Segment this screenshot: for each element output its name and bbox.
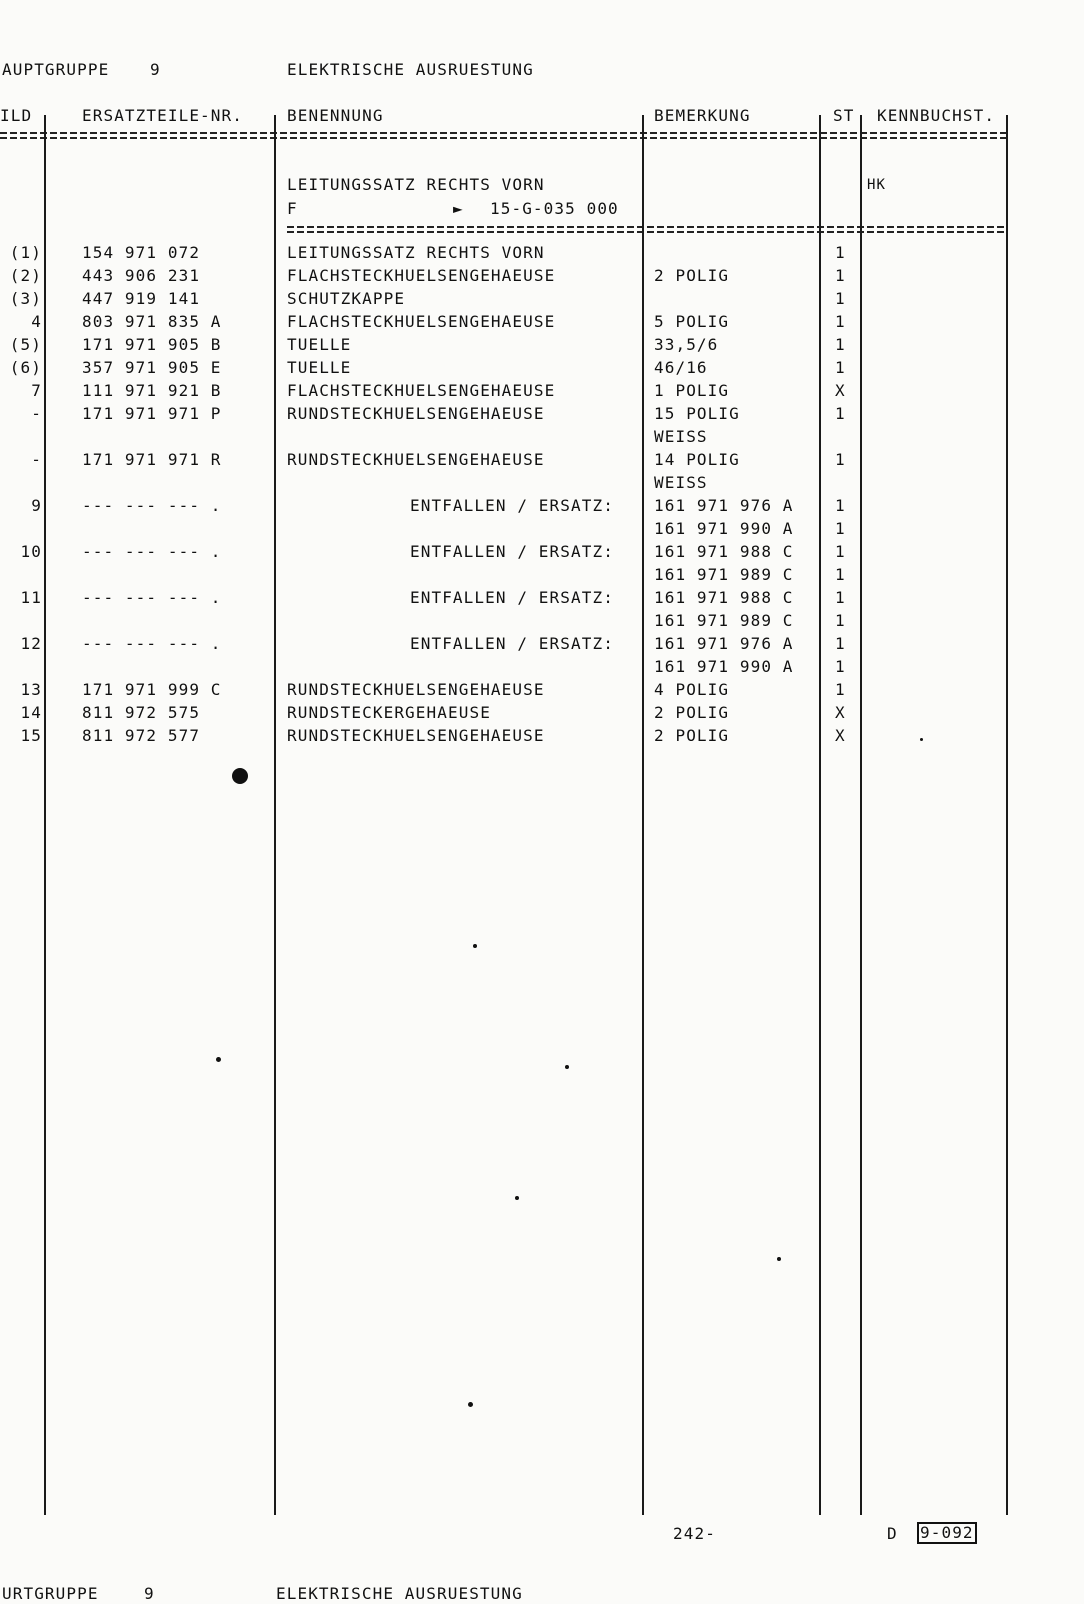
row-part-number: 443 906 231 (82, 266, 201, 285)
row-part-number: 111 971 921 B (82, 381, 222, 400)
row-part-number: 357 971 905 E (82, 358, 222, 377)
group-title: ELEKTRISCHE AUSRUESTUNG (287, 60, 534, 79)
row-part-number: 803 971 835 A (82, 312, 222, 331)
row-name: RUNDSTECKHUELSENGEHAEUSE (287, 726, 545, 745)
row-qty: 1 (835, 404, 846, 423)
col-header-st: ST (833, 106, 855, 125)
row-qty: 1 (835, 450, 846, 469)
header-separator-2 (0, 137, 1008, 139)
scan-speck (515, 1196, 519, 1200)
row-remark: 1 POLIG (654, 381, 730, 400)
group-number: 9 (150, 60, 161, 79)
col-header-bemerkung: BEMERKUNG (654, 106, 751, 125)
row-qty: 1 (835, 266, 846, 285)
row-bild: 7 (31, 381, 42, 400)
row-bild: - (31, 404, 42, 423)
row-remark: 161 971 988 C (654, 542, 794, 561)
row-name: ENTFALLEN / ERSATZ: (410, 634, 614, 653)
row-qty: 1 (835, 542, 846, 561)
scan-speck (565, 1065, 569, 1069)
arrow-icon: ► (453, 199, 464, 218)
row-remark: WEISS (654, 473, 708, 492)
row-qty: 1 (835, 519, 846, 538)
table-row (0, 588, 1000, 610)
scan-speck (473, 944, 477, 948)
row-remark: 5 POLIG (654, 312, 730, 331)
table-row (0, 473, 1000, 495)
row-qty: X (835, 726, 846, 745)
row-remark: 2 POLIG (654, 266, 730, 285)
next-group-number: 9 (144, 1584, 155, 1603)
next-group-label: URTGRUPPE (2, 1584, 99, 1603)
row-qty: 1 (835, 588, 846, 607)
row-part-number: 811 972 575 (82, 703, 201, 722)
row-qty: 1 (835, 358, 846, 377)
page-number: 242- (673, 1524, 716, 1543)
row-qty: 1 (835, 680, 846, 699)
row-remark: 161 971 976 A (654, 634, 794, 653)
row-bild: - (31, 450, 42, 469)
row-name: FLACHSTECKHUELSENGEHAEUSE (287, 266, 556, 285)
row-name: ENTFALLEN / ERSATZ: (410, 588, 614, 607)
row-name: SCHUTZKAPPE (287, 289, 406, 308)
row-qty: 1 (835, 243, 846, 262)
kennbuchst-value: HK (867, 177, 887, 193)
row-remark: 4 POLIG (654, 680, 730, 699)
row-part-number: 171 971 971 R (82, 450, 222, 469)
row-qty: 1 (835, 335, 846, 354)
table-row (0, 726, 1000, 748)
row-bild: 11 (20, 588, 42, 607)
col-header-kennbuchst: KENNBUCHST. (877, 106, 996, 125)
col-header-bild: ILD (0, 106, 33, 125)
column-divider (1006, 115, 1008, 1515)
row-bild: 15 (20, 726, 42, 745)
row-qty: X (835, 703, 846, 722)
scan-speck (232, 768, 248, 784)
next-group-title: ELEKTRISCHE AUSRUESTUNG (276, 1584, 523, 1603)
table-row (0, 450, 1000, 472)
scan-speck (468, 1402, 473, 1407)
table-row (0, 312, 1000, 334)
page-reference: 9-092 (917, 1522, 977, 1544)
table-row (0, 542, 1000, 564)
table-row (0, 266, 1000, 288)
row-bild: (1) (9, 243, 42, 262)
assembly-separator-2 (287, 231, 1008, 233)
row-bild: (6) (9, 358, 42, 377)
row-remark: WEISS (654, 427, 708, 446)
row-part-number: 171 971 999 C (82, 680, 222, 699)
assembly-code: F (287, 199, 298, 218)
table-row (0, 519, 1000, 541)
row-name: RUNDSTECKHUELSENGEHAEUSE (287, 450, 545, 469)
table-row (0, 565, 1000, 587)
row-bild: 4 (31, 312, 42, 331)
table-row (0, 243, 1000, 265)
scan-speck (777, 1257, 781, 1261)
row-remark: 33,5/6 (654, 335, 719, 354)
row-bild: 14 (20, 703, 42, 722)
table-row (0, 611, 1000, 633)
row-remark: 161 971 989 C (654, 611, 794, 630)
row-bild: 12 (20, 634, 42, 653)
row-remark: 161 971 990 A (654, 657, 794, 676)
row-name: ENTFALLEN / ERSATZ: (410, 542, 614, 561)
row-bild: 13 (20, 680, 42, 699)
table-row (0, 335, 1000, 357)
table-row (0, 381, 1000, 403)
row-remark: 161 971 989 C (654, 565, 794, 584)
row-name: FLACHSTECKHUELSENGEHAEUSE (287, 381, 556, 400)
row-bild: (3) (9, 289, 42, 308)
row-bild: (5) (9, 335, 42, 354)
row-qty: 1 (835, 634, 846, 653)
table-row (0, 404, 1000, 426)
table-row (0, 634, 1000, 656)
row-remark: 15 POLIG (654, 404, 740, 423)
row-remark: 46/16 (654, 358, 708, 377)
row-qty: X (835, 381, 846, 400)
row-part-number: --- --- --- . (82, 588, 222, 607)
table-row (0, 427, 1000, 449)
row-name: FLACHSTECKHUELSENGEHAEUSE (287, 312, 556, 331)
row-remark: 161 971 990 A (654, 519, 794, 538)
scan-speck (920, 738, 923, 741)
row-remark: 2 POLIG (654, 703, 730, 722)
row-remark: 14 POLIG (654, 450, 740, 469)
row-name: RUNDSTECKERGEHAEUSE (287, 703, 491, 722)
table-row (0, 289, 1000, 311)
row-part-number: 811 972 577 (82, 726, 201, 745)
table-row (0, 703, 1000, 725)
assembly-title: LEITUNGSSATZ RECHTS VORN (287, 175, 545, 194)
row-part-number: --- --- --- . (82, 496, 222, 515)
row-part-number: 171 971 905 B (82, 335, 222, 354)
row-remark: 161 971 988 C (654, 588, 794, 607)
col-header-ersatzteile-nr: ERSATZTEILE-NR. (82, 106, 243, 125)
row-qty: 1 (835, 496, 846, 515)
row-name: ENTFALLEN / ERSATZ: (410, 496, 614, 515)
language-code: D (887, 1524, 898, 1543)
table-row (0, 358, 1000, 380)
assembly-separator (287, 226, 1008, 228)
group-label: AUPTGRUPPE (2, 60, 110, 79)
row-name: TUELLE (287, 358, 352, 377)
row-name: LEITUNGSSATZ RECHTS VORN (287, 243, 545, 262)
row-name: TUELLE (287, 335, 352, 354)
row-name: RUNDSTECKHUELSENGEHAEUSE (287, 404, 545, 423)
table-row (0, 496, 1000, 518)
col-header-benennung: BENENNUNG (287, 106, 384, 125)
row-remark: 161 971 976 A (654, 496, 794, 515)
row-name: RUNDSTECKHUELSENGEHAEUSE (287, 680, 545, 699)
row-remark: 2 POLIG (654, 726, 730, 745)
row-bild: (2) (9, 266, 42, 285)
assembly-ref: 15-G-035 000 (490, 199, 619, 218)
row-part-number: 447 919 141 (82, 289, 201, 308)
row-qty: 1 (835, 289, 846, 308)
row-qty: 1 (835, 611, 846, 630)
row-qty: 1 (835, 565, 846, 584)
row-qty: 1 (835, 312, 846, 331)
row-part-number: --- --- --- . (82, 542, 222, 561)
header-separator (0, 132, 1008, 134)
scan-speck (216, 1057, 221, 1062)
row-qty: 1 (835, 657, 846, 676)
table-row (0, 680, 1000, 702)
row-part-number: --- --- --- . (82, 634, 222, 653)
row-bild: 10 (20, 542, 42, 561)
row-part-number: 171 971 971 P (82, 404, 222, 423)
table-row (0, 657, 1000, 679)
row-bild: 9 (31, 496, 42, 515)
row-part-number: 154 971 072 (82, 243, 201, 262)
